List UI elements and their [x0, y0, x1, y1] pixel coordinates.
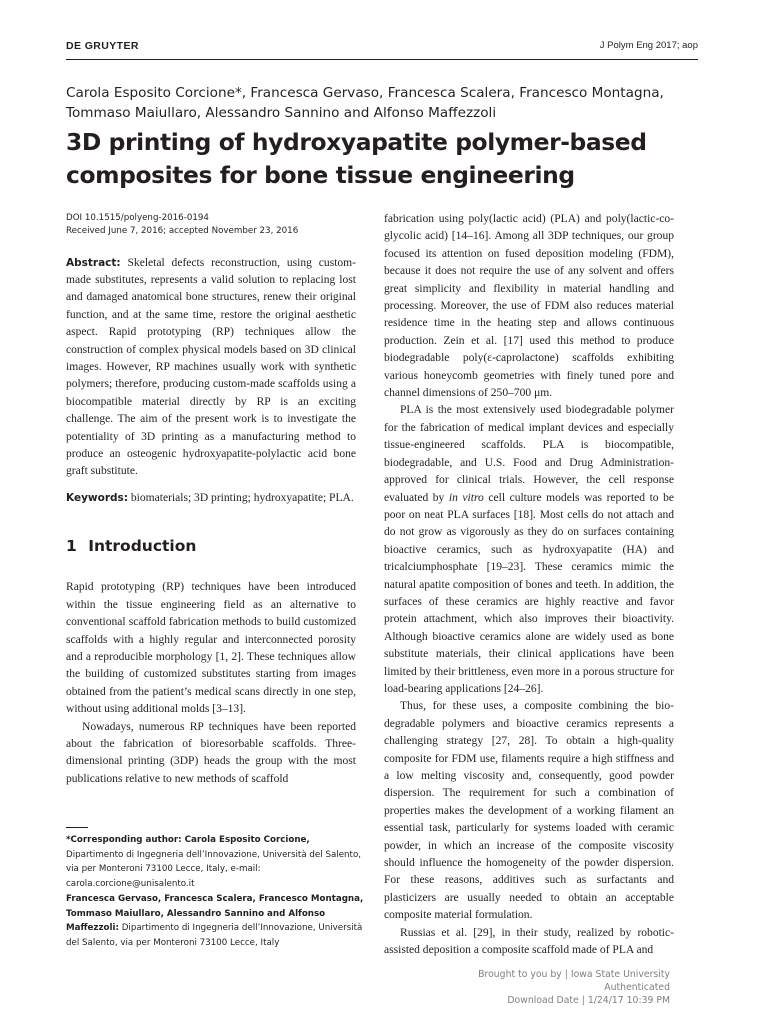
left-column	[66, 212, 356, 788]
title-line: 3D printing of hydroxyapatite polymer-based	[66, 128, 647, 156]
author-line: Carola Esposito Corcione*, Francesca Gervaso, Francesca Scalera, Francesco Montagna,	[66, 85, 664, 101]
right-column	[384, 211, 674, 959]
footnote-coauthors: Francesca Gervaso, Francesca Scalera, Francesco Montagna, Tommaso Maiullaro, Alessandro Sannino and Alfonso Maffezzoli:	[66, 893, 364, 934]
title-line: composites for bone tissue engineering	[66, 161, 575, 189]
body-paragraph: Thus, for these uses, a composite combining the biodegradable polymers and bioactive ceramics represents a challenging strategy [27, 28]. To obtain a high-quality composite for FDM use, filaments require a high stiffness and a low melting viscosity and, consequently, good powder dispersion. The requirement for such a combination of properties makes the development of a working filament an essential task, particularly for systems loaded with ceramic powder, in which an increase of the composite viscosity should influence the homogeneity of the powder dispersion. For these reasons, additives such as surfactants and plasticizers are usually needed to obtain an acceptable composite material formulation.	[384, 700, 674, 922]
article-title	[66, 126, 706, 192]
abstract-text: Skeletal defects reconstruction, using custom-made substitutes, represents a valid solution to replacing lost and damaged anatomical bone structures, renew their original function, and at the same time, restore the original aesthetic aspect. Rapid prototyping (RP) techniques allow the construction of complex physical models based on 3D clinical images. However, RP machines usually work with synthetic polymers; therefore, producing custom-made scaffolds using a biocompatible material directly by RP is an exciting challenge. The aim of the present work is to investigate the potentiality of 3D printing as a manufacturing method to produce an osteogenic hydroxyapatite-polylactic acid bone graft substitute.	[66, 256, 356, 478]
section-number: 1	[66, 537, 77, 556]
journal-reference: J Polym Eng 2017; aop	[599, 40, 698, 51]
body-paragraph: Nowadays, numerous RP techniques have been reported about the fabrication of bioresorbable scaffolds. Three-dimensional printing (3DP) heads the group with the most publications relative to new methods of scaffold	[66, 720, 356, 785]
publisher-name: DE GRUYTER	[66, 40, 139, 52]
footnote-divider	[66, 827, 88, 828]
italic-term: in vitro	[448, 491, 484, 504]
abstract	[66, 255, 356, 481]
header-divider	[66, 59, 698, 60]
access-institution: Brought to you by | Iowa State University	[478, 969, 670, 980]
footnote-coauthor-affiliation: Dipartimento di Ingegneria dell’Innovazione, Università del Salento, via per Monteroni 73100 Lecce, Italy	[66, 923, 363, 948]
access-download-date: Download Date | 1/24/17 10:39 PM	[507, 995, 670, 1007]
paragraph-text: cell culture models was reported to be poor on neat PLA surfaces [18]. Most cells do not attach and do not grow as vigorously as they do on surfaces containing bioactive ceramics, such as hydroxyapatite (HA) and tricalciumphosphate [19–23]. These ceramics mimic the natural apatite composition of bones and teeth. In addition, the surfaces of these ceramics are highly reactive and favor protein attachment, which also improves their bioactivity. Although bioactive ceramics alone are widely used as bone substitute materials, their clinical applications have been limited by their brittleness, even more in a porous structure for load-bearing applications [24–26].	[384, 491, 675, 695]
paragraph-text: PLA is the most extensively used biodegradable polymer for the fabrication of medical implant devices and especially tissue-engineered scaffolds. PLA is biocompatible, biodegradable, and U.S. Food and Drug Administration-approved for clinical trials. However, the cell response evaluated by	[384, 404, 674, 504]
received-dates: Received June 7, 2016; accepted November 23, 2016	[66, 225, 299, 236]
keywords	[66, 490, 356, 507]
corresponding-author-footnote	[66, 833, 366, 951]
doi[interactable]: DOI 10.1515/polyeng-2016-0194	[66, 213, 209, 223]
footnote-label: *Corresponding author: Carola Esposito Corcione,	[66, 835, 310, 845]
access-status: Authenticated	[604, 982, 670, 994]
body-paragraph	[384, 402, 674, 698]
footnote-affiliation: Dipartimento di Ingegneria dell’Innovazione, Università del Salento, via per Monteroni 73100 Lecce, Italy, e-mail: carola.corcione@unisalento.it	[66, 849, 362, 890]
body-paragraph: Russias et al. [29], in their study, realized by robotic-assisted deposition a composite scaffold made of PLA and	[384, 926, 674, 957]
author-line: Tommaso Maiullaro, Alessandro Sannino and Alfonso Maffezzoli	[66, 104, 497, 121]
abstract-label: Abstract:	[66, 256, 121, 269]
access-watermark	[478, 968, 670, 1008]
section-heading-introduction	[66, 536, 356, 556]
author-list	[66, 84, 706, 123]
section-title: Introduction	[88, 537, 197, 556]
keywords-text: biomaterials; 3D printing; hydroxyapatite; PLA.	[130, 491, 354, 504]
body-paragraph: fabrication using poly(lactic acid) (PLA) and poly(lactic-co-glycolic acid) [14–16]. Among all 3DP techniques, our group focused its attention on fused deposition modeling (FDM), because it does not require the use of any solvent and offers great simplicity and flexibility in material handling and processing. Moreover, the use of FDM also reduces material residence time in the heating step and allows continuous production. Zein et al. [17] used this method to produce biodegradable poly(ε-caprolactone) scaffolds exhibiting various honeycomb geometries with finely tuned pore and channel dimensions of 250–700 μm.	[384, 213, 674, 400]
keywords-label: Keywords:	[66, 491, 128, 504]
body-paragraph: Rapid prototyping (RP) techniques have been introduced within the tissue engineering field as an alternative to conventional scaffold fabrication methods to build customized scaffolds with a highly regular and interconnected porosity and a reproducible morphology [1, 2]. These techniques allow the building of customized substitutes starting from images obtained from the patient’s medical scans directly in one step, without using additional molds [3–13].	[66, 581, 356, 716]
